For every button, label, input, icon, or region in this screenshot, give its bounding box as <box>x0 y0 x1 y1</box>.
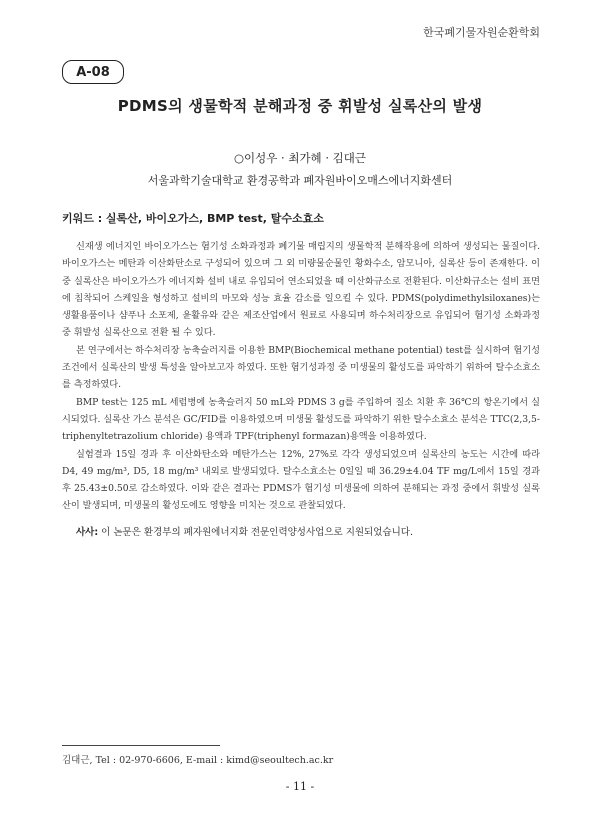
paragraph: 실험결과 15일 경과 후 이산화탄소와 메탄가스는 12%, 27%로 각각 생성되었으며 실록산의 농도는 시간에 따라 D4, 49 mg/m³, D5, 18 mg/m³ 내외로 발생되었다. 탈수소효소는 0일일 때 36.29±4.04 TF mg/L에서 15일 경과 후 25.43±0.50로 감소하였다. 이와 같은 결과는 PDMS가 혐기성 미생물에 의하여 분해되는 과정 중에서 휘발성 실록산이 발생되며, 미생물의 활성도에도 영향을 미치는 것으로 관찰되었다. <box>62 448 540 512</box>
acknowledgment-label: 사사: <box>76 527 99 538</box>
affiliation: 서울과학기술대학교 환경공학과 폐자원바이오매스에너지화센터 <box>147 174 453 187</box>
paper-title: PDMS의 생물학적 분해과정 중 휘발성 실록산의 발생 <box>117 97 483 115</box>
keywords: 키워드 : 실록산, 바이오가스, BMP test, 탈수소효소 <box>62 212 324 225</box>
footnote-divider <box>62 745 220 746</box>
journal-header: 한국폐기물자원순환학회 <box>423 26 540 39</box>
paragraph: BMP test는 125 mL 세럼병에 농축슬러지 50 mL와 PDMS 3 g를 주입하여 질소 치환 후 36℃의 항온기에서 실시되었다. 실록산 가스 분석은 GC/FID를 이용하였으며 미생물 활성도를 파악하기 위한 탈수소효소 분석은 TTC(2,3,5-triphenyltetrazolium chloride) 용액과 TPF(triphenyl formazan)용액을 이용하였다. <box>62 396 540 443</box>
paragraph: 본 연구에서는 하수처리장 농축슬러지를 이용한 BMP(Biochemical methane potential) test를 실시하여 혐기성 조건에서 실록산의 발생 특성을 알아보고자 하였다. 또한 혐기성과정 중 미생물의 활성도를 파악하기 위하여 탈수소효소를 측정하였다. <box>62 344 540 391</box>
abstract-id-badge: A-08 <box>62 60 124 84</box>
abstract-body <box>62 238 540 515</box>
authors: ○이성우 · 최가혜 · 김대근 <box>234 151 366 165</box>
acknowledgment <box>62 524 540 538</box>
acknowledgment-text: 이 논문은 환경부의 폐자원에너지화 전문인력양성사업으로 지원되었습니다. <box>98 527 413 538</box>
footnote: 김대근, Tel : 02-970-6606, E-mail : kimd@seoultech.ac.kr <box>62 755 334 766</box>
page-number: - 11 - <box>285 780 315 793</box>
paragraph: 신재생 에너지인 바이오가스는 혐기성 소화과정과 폐기물 매립지의 생물학적 분해작용에 의하여 생성되는 물질이다. 바이오가스는 메탄과 이산화탄소로 구성되어 있으며 그 외 미량물순물인 황화수소, 암모니아, 실록산 등이 존재한다. 이 중 실록산은 바이오가스가 에너지화 설비 내로 유입되어 연소되었을 때 이산화규소로 전환된다. 이산화규소는 설비 표면에 침착되어 스케일을 형성하고 설비의 마모와 성능 효율 감소를 일으킬 수 있다. PDMS(polydimethylsiloxanes)는 생활용품이나 샴푸나 소포제, 윤활유와 같은 제조산업에서 원료로 사용되며 하수처리장으로 유입되어 혐기성 소화과정 중 휘발성 실록산으로 전환 될 수 있다. <box>62 241 540 339</box>
